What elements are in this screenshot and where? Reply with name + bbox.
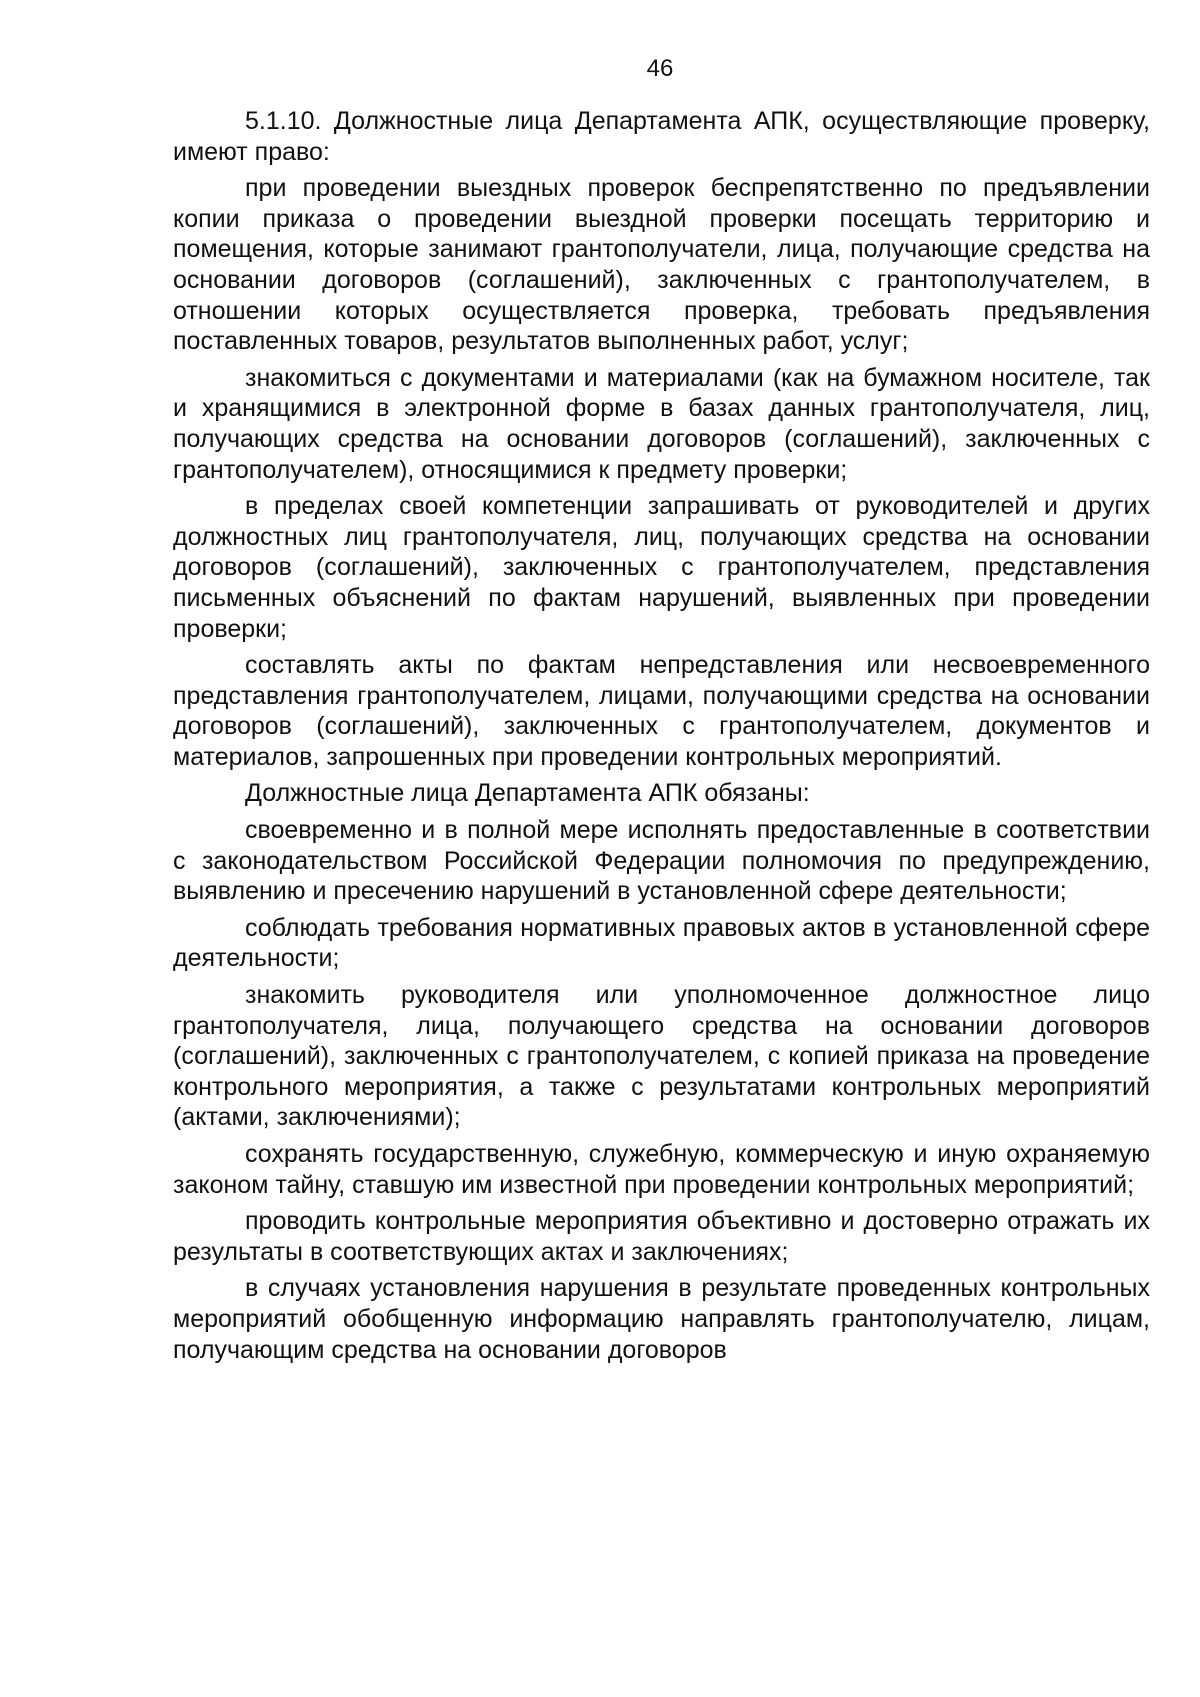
paragraph-duty-comply-regulations: соблюдать требования нормативных правовых актов в установленной сфере деятельности; — [173, 913, 1150, 973]
paragraph-duty-exercise-powers: своевременно и в полной мере исполнять предоставленные в соответствии с законодательством Российской Федерации полномочия по предупреждению, выявлению и пресечению нарушений в установленной сфере деятельности; — [173, 816, 1150, 906]
paragraph-5-1-10-rights-intro: 5.1.10. Должностные лица Департамента АПК, осуществляющие проверку, имеют право: — [173, 107, 1150, 166]
paragraph-right-review-documents: знакомиться с документами и материалами (как на бумажном носителе, так и хранящимися в электронной форме в базах данных грантополучателя, лиц, получающих средства на основании договоров (соглашений), заключенных с грантополучателем), относящимися к предмету проверки; — [173, 363, 1150, 484]
paragraph-right-draw-up-acts: составлять акты по фактам непредставления или несвоевременного представления грантополучателем, лицами, получающими средства на основании договоров (соглашений), заключенных с грантополучателем, документов и материалов, запрошенных при проведении контрольных мероприятий. — [173, 651, 1150, 771]
paragraph-duties-intro: Должностные лица Департамента АПК обязаны: — [245, 779, 810, 808]
page-number: 46 — [646, 55, 674, 82]
paragraph-right-request-explanations: в пределах своей компетенции запрашивать от руководителей и других должностных лиц грантополучателя, лиц, получающих средства на основании договоров (соглашений), заключенных с грантополучателем, представления письменных объяснений по фактам нарушений, выявленных при проведении проверки; — [173, 492, 1150, 643]
paragraph-duty-conduct-objectively: проводить контрольные мероприятия объективно и достоверно отражать их результаты в соответствующих актах и заключениях; — [173, 1207, 1150, 1266]
paragraph-duty-keep-secrets: сохранять государственную, служебную, коммерческую и иную охраняемую законом тайну, ставшую им известной при проведении контрольных мероприятий; — [173, 1140, 1150, 1199]
paragraph-duty-familiarize-grantee: знакомить руководителя или уполномоченное должностное лицо грантополучателя, лица, получающего средства на основании договоров (соглашений), заключенных с грантополучателем, с копией приказа на проведение контрольного мероприятия, а также с результатами контрольных мероприятий (актами, заключениями); — [173, 981, 1150, 1132]
paragraph-right-on-site-inspection: при проведении выездных проверок беспрепятственно по предъявлении копии приказа о проведении выездной проверки посещать территорию и помещения, которые занимают грантополучатели, лица, получающие средства на основании договоров (соглашений), заключенных с грантополучателем, в отношении которых осуществляется проверка, требовать предъявления поставленных товаров, результатов выполненных работ, услуг; — [173, 174, 1150, 356]
paragraph-duty-send-information: в случаях установления нарушения в результате проведенных контрольных мероприятий обобщенную информацию направлять грантополучателю, лицам, получающим средства на основании договоров — [173, 1274, 1150, 1364]
document-body — [173, 106, 1150, 1371]
